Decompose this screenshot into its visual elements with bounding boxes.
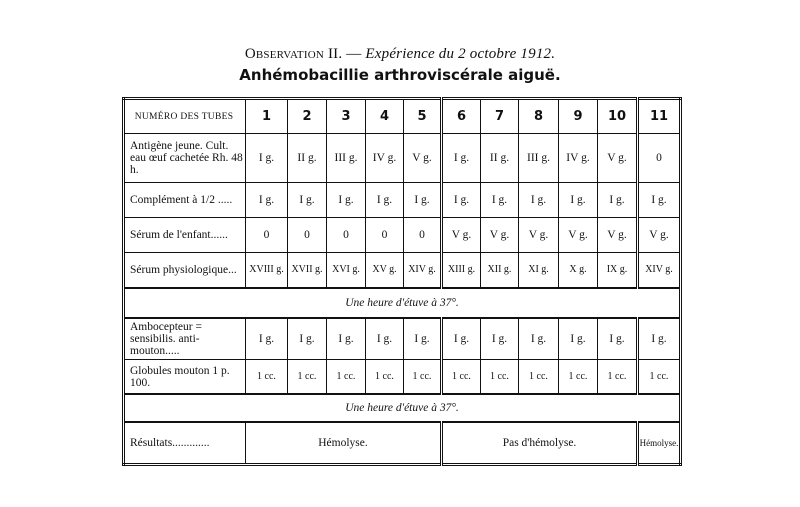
table-cell: XVII g. (288, 253, 327, 289)
incubation-note-row (124, 288, 681, 318)
table-cell: IX g. (598, 253, 638, 289)
table-cell: XIV g. (404, 253, 442, 289)
table-cell: 0 (246, 218, 288, 253)
table-cell: X g. (559, 253, 598, 289)
table-cell: 0 (366, 218, 404, 253)
table-row-globules (124, 360, 681, 395)
table-cell: I g. (246, 134, 288, 183)
table-cell: I g. (442, 183, 481, 218)
table-cell: I g. (246, 183, 288, 218)
table-cell: XIV g. (638, 253, 681, 289)
table-cell: 1 cc. (366, 360, 404, 395)
table-cell: 0 (638, 134, 681, 183)
table-cell: 1 cc. (559, 360, 598, 395)
table-cell: XV g. (366, 253, 404, 289)
row-label: Complément à 1/2 ..... (124, 183, 246, 218)
tube-number: 2 (288, 99, 327, 134)
result-no-hemolyse: Pas d'hémolyse. (442, 422, 638, 465)
table-cell: I g. (442, 318, 481, 360)
table-row-complement (124, 183, 681, 218)
table-cell: I g. (638, 183, 681, 218)
tube-number: 6 (442, 99, 481, 134)
table-row-ambocepteur (124, 318, 681, 360)
table-cell: 1 cc. (481, 360, 519, 395)
table-cell: I g. (519, 318, 559, 360)
table-cell: I g. (288, 183, 327, 218)
table-cell: I g. (366, 318, 404, 360)
tube-number: 10 (598, 99, 638, 134)
table-cell: I g. (559, 183, 598, 218)
row-label: Antigène jeune. Cult. eau œuf cachetée Rh. 48 h. (124, 134, 246, 183)
table-cell: I g. (442, 134, 481, 183)
table-cell: II g. (288, 134, 327, 183)
row-label: Globules mouton 1 p. 100. (124, 360, 246, 395)
table-cell: 1 cc. (404, 360, 442, 395)
table-cell: I g. (327, 183, 366, 218)
results-label: Résultats............. (124, 422, 246, 465)
table-cell: 1 cc. (442, 360, 481, 395)
table-cell: V g. (519, 218, 559, 253)
table-cell: I g. (288, 318, 327, 360)
table-cell: I g. (404, 183, 442, 218)
table-cell: I g. (404, 318, 442, 360)
table-cell: I g. (598, 318, 638, 360)
table-cell: I g. (481, 183, 519, 218)
table-cell: V g. (442, 218, 481, 253)
tube-number-header: NUMÉRO DES TUBES (124, 99, 246, 134)
tube-number: 8 (519, 99, 559, 134)
result-hemolyse: Hémolyse. (246, 422, 442, 465)
diagnosis-title: Anhémobacillie arthroviscérale aiguë. (239, 66, 561, 84)
table-cell: I g. (559, 318, 598, 360)
tube-number: 3 (327, 99, 366, 134)
table-cell: V g. (598, 218, 638, 253)
results-row (124, 422, 681, 465)
tube-number: 4 (366, 99, 404, 134)
table-cell: I g. (366, 183, 404, 218)
experiment-table (122, 97, 682, 466)
table-header-row (124, 99, 681, 134)
table-row-antigene (124, 134, 681, 183)
table-cell: III g. (327, 134, 366, 183)
table-cell: I g. (638, 318, 681, 360)
table-cell: 1 cc. (519, 360, 559, 395)
row-label: Sérum de l'enfant...... (124, 218, 246, 253)
tube-number: 5 (404, 99, 442, 134)
table-cell: 0 (404, 218, 442, 253)
observation-title (0, 46, 800, 63)
table-cell: 0 (327, 218, 366, 253)
table-cell: V g. (598, 134, 638, 183)
table-cell: 1 cc. (638, 360, 681, 395)
incubation-note: Une heure d'étuve à 37°. (124, 394, 681, 422)
table-row-serum-enfant (124, 218, 681, 253)
table-cell: XVI g. (327, 253, 366, 289)
table-cell: II g. (481, 134, 519, 183)
title-dash: — (342, 46, 366, 62)
table-cell: IV g. (366, 134, 404, 183)
table-cell: 1 cc. (598, 360, 638, 395)
table-row-serum-physiologique (124, 253, 681, 289)
table-cell: I g. (327, 318, 366, 360)
table-cell: I g. (246, 318, 288, 360)
incubation-note: Une heure d'étuve à 37°. (124, 288, 681, 318)
tube-number: 9 (559, 99, 598, 134)
table-cell: V g. (404, 134, 442, 183)
tube-number: 11 (638, 99, 681, 134)
table-cell: III g. (519, 134, 559, 183)
table-cell: XIII g. (442, 253, 481, 289)
table-cell: I g. (519, 183, 559, 218)
tube-number: 7 (481, 99, 519, 134)
row-label: Ambocepteur = sensibilis. anti-mouton..... (124, 318, 246, 360)
table-cell: I g. (598, 183, 638, 218)
table-cell: 1 cc. (288, 360, 327, 395)
table-cell: V g. (638, 218, 681, 253)
table-cell: V g. (481, 218, 519, 253)
result-tube11: Hémolyse. (638, 422, 681, 465)
experience-date: Expérience du 2 octobre 1912. (365, 46, 556, 62)
table-cell: 0 (288, 218, 327, 253)
table-cell: V g. (559, 218, 598, 253)
table-cell: 1 cc. (246, 360, 288, 395)
table-cell: IV g. (559, 134, 598, 183)
table-cell: 1 cc. (327, 360, 366, 395)
row-label: Sérum physiologique... (124, 253, 246, 289)
table-cell: XII g. (481, 253, 519, 289)
observation-label: Observation II. (244, 46, 343, 62)
table-cell: XI g. (519, 253, 559, 289)
incubation-note-row-2 (124, 394, 681, 422)
tube-number: 1 (246, 99, 288, 134)
table-cell: I g. (481, 318, 519, 360)
table-cell: XVIII g. (246, 253, 288, 289)
